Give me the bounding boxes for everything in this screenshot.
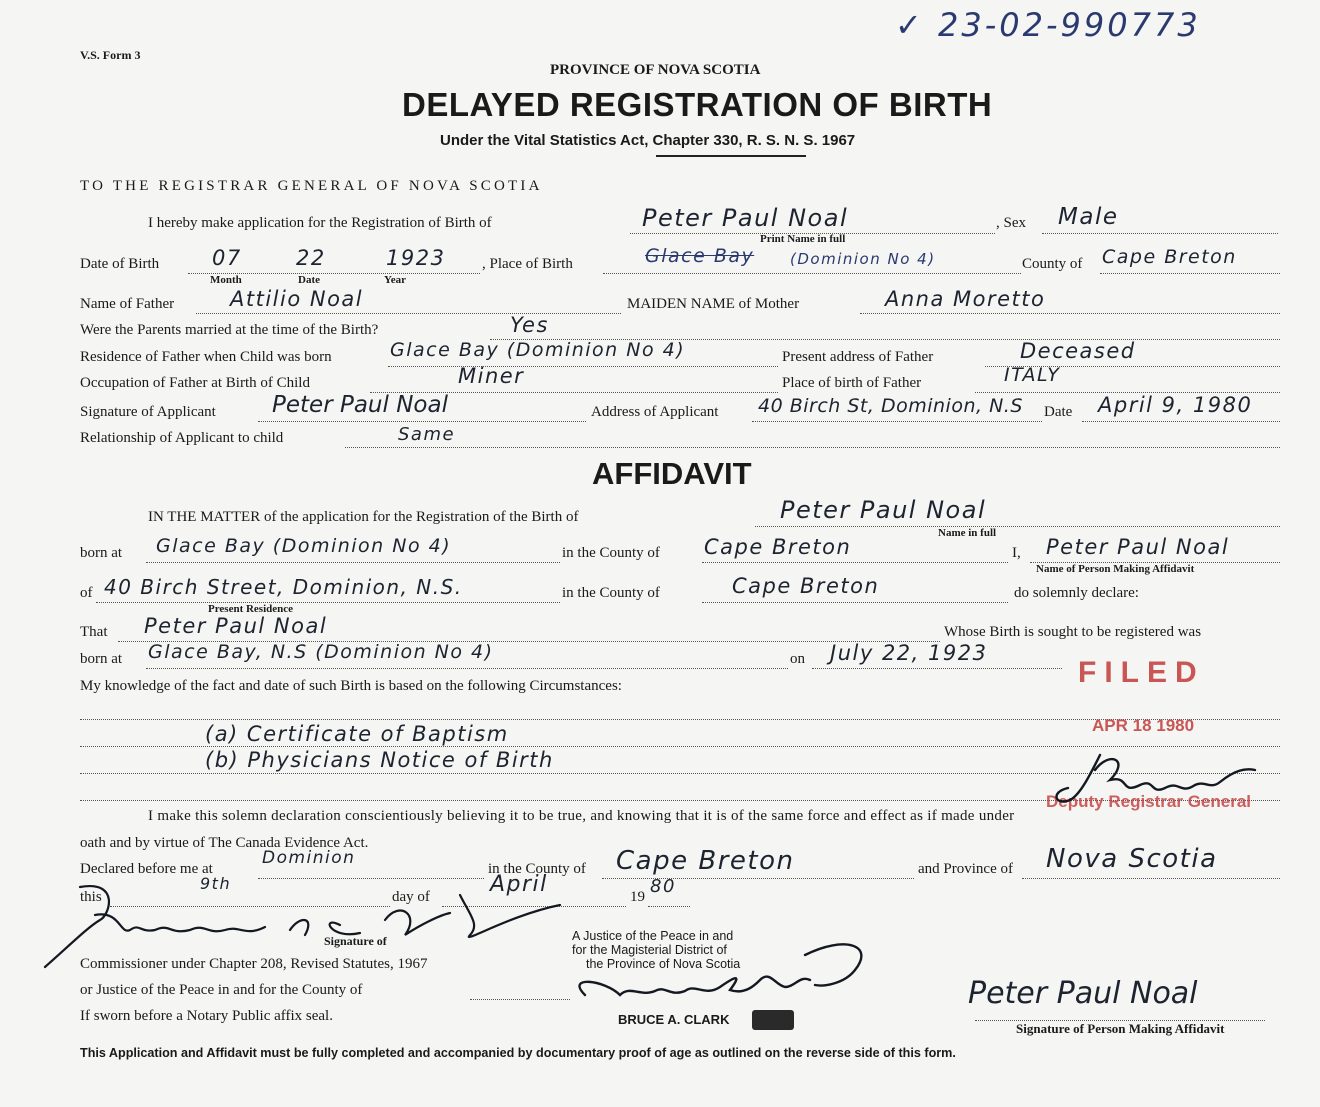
dotted-line	[258, 421, 586, 422]
notary-line: If sworn before a Notary Public affix seal.	[80, 1008, 333, 1024]
label-this: this	[80, 889, 102, 905]
filed-stamp-date: APR 18 1980	[1092, 716, 1195, 735]
justice-line: or Justice of the Peace in and for the County of	[80, 982, 363, 998]
province-heading: PROVINCE OF NOVA SCOTIA	[550, 62, 761, 78]
solemn-declaration-line-2: oath and by virtue of The Canada Evidence Act.	[80, 835, 369, 851]
footer-note: This Application and Affidavit must be fully completed and accompanied by documentary proof of age as outlined on the reverse side of this form.	[80, 1046, 956, 1060]
label-father-birthplace: Place of birth of Father	[782, 375, 922, 391]
label-born-at: born at	[80, 545, 123, 561]
form-number: V.S. Form 3	[80, 48, 141, 62]
dotted-line	[812, 668, 1062, 669]
label-father-name: Name of Father	[80, 296, 175, 312]
applicant-signature: Peter Paul Noal	[272, 392, 448, 418]
label-whose-birth: Whose Birth is sought to be registered was	[944, 624, 1202, 640]
file-number-note: ✓ 23-02-990773	[895, 6, 1201, 44]
field-affiant-residence: 40 Birch Street, Dominion, N.S.	[104, 575, 463, 599]
field-parents-married: Yes	[510, 313, 549, 337]
dotted-line	[860, 313, 1280, 314]
jp-stamp-smudge	[752, 1010, 794, 1030]
jp-stamp-line-2: for the Magisterial District of	[572, 943, 727, 957]
field-birth-month: 07	[212, 246, 242, 270]
label-application-date: Date	[1044, 404, 1073, 420]
label-parents-married: Were the Parents married at the time of the Birth?	[80, 322, 379, 338]
registrar-signature	[1040, 740, 1280, 820]
dotted-line	[603, 273, 1021, 274]
field-place-of-birth: (Dominion No 4)	[790, 250, 936, 268]
field-mother-maiden: Anna Moretto	[885, 287, 1046, 311]
field-father-occupation: Miner	[458, 364, 525, 388]
filed-stamp-title: Deputy Registrar General	[1046, 792, 1252, 811]
commissioner-line: Commissioner under Chapter 208, Revised Statutes, 1967	[80, 956, 428, 972]
dotted-line	[146, 668, 788, 669]
label-date-of-birth: Date of Birth	[80, 256, 160, 272]
label-father-occupation: Occupation of Father at Birth of Child	[80, 375, 310, 391]
solemn-declaration-line-1: I make this solemn declaration conscientiously believing it to be true, and knowing that it is of the same force and effect as if made under	[148, 808, 1015, 824]
label-on: on	[790, 651, 805, 667]
field-province: Nova Scotia	[1046, 844, 1218, 874]
field-born-at-2: Glace Bay, N.S (Dominion No 4)	[148, 641, 494, 663]
field-applicant-address: 40 Birch St, Dominion, N.S	[758, 395, 1023, 417]
label-relationship: Relationship of Applicant to child	[80, 430, 284, 446]
caption-affiant-signature: Signature of Person Making Affidavit	[1016, 1021, 1225, 1036]
label-of: of	[80, 585, 93, 601]
dotted-line	[388, 366, 778, 367]
label-applicant-address: Address of Applicant	[591, 404, 719, 420]
field-that-name: Peter Paul Noal	[144, 614, 328, 638]
dotted-line	[1082, 421, 1280, 422]
label-province: and Province of	[918, 861, 1013, 877]
caption-name-in-full: Name in full	[938, 527, 997, 539]
dotted-line	[345, 447, 1280, 448]
dotted-line	[702, 562, 1008, 563]
label-born-at-2: born at	[80, 651, 123, 667]
field-county-3: Cape Breton	[616, 846, 795, 876]
label-knowledge: My knowledge of the fact and date of such Birth is based on the following Circumstances:	[80, 678, 622, 694]
circumstance-a: (a) Certificate of Baptism	[205, 722, 509, 746]
field-year-suffix: 80	[650, 876, 676, 897]
field-birth-year: 1923	[386, 246, 446, 270]
page-title: DELAYED REGISTRATION OF BIRTH	[402, 86, 993, 123]
field-matter-name: Peter Paul Noal	[780, 496, 987, 524]
field-sex: Male	[1058, 204, 1119, 230]
affidavit-heading: AFFIDAVIT	[592, 456, 752, 491]
field-declared-at: Dominion	[262, 848, 356, 868]
jp-stamp-line-3: the Province of Nova Scotia	[586, 957, 741, 971]
caption-present-residence: Present Residence	[208, 603, 294, 615]
label-application-intro: I hereby make application for the Registration of Birth of	[148, 215, 492, 231]
affiant-signature: Peter Paul Noal	[968, 976, 1198, 1011]
field-application-date: April 9, 1980	[1098, 393, 1253, 417]
label-county-3: in the County of	[488, 861, 586, 877]
label-father-present-address: Present address of Father	[782, 349, 934, 365]
field-county-1: Cape Breton	[704, 535, 852, 559]
caption-month: Month	[210, 274, 242, 286]
dotted-line	[196, 313, 621, 314]
caption-date: Date	[298, 274, 320, 286]
label-i: I,	[1012, 545, 1021, 561]
label-county: County of	[1022, 256, 1083, 272]
field-month: April	[490, 872, 548, 897]
dotted-line	[752, 421, 1042, 422]
dotted-line	[702, 602, 1008, 603]
registrar-line: TO THE REGISTRAR GENERAL OF NOVA SCOTIA	[80, 178, 543, 194]
field-affiant-name: Peter Paul Noal	[1046, 535, 1230, 559]
circumstance-b: (b) Physicians Notice of Birth	[205, 748, 554, 772]
field-county: Cape Breton	[1102, 246, 1237, 268]
label-that: That	[80, 624, 108, 640]
label-declare: do solemnly declare:	[1014, 585, 1139, 601]
dotted-line	[602, 878, 914, 879]
dotted-line	[755, 526, 1280, 527]
field-father-present-address: Deceased	[1020, 339, 1136, 363]
jp-name-stamp: BRUCE A. CLARK	[618, 1012, 730, 1027]
dotted-line	[1042, 233, 1278, 234]
field-father-birthplace: ITALY	[1004, 364, 1061, 386]
label-day-of: day of	[392, 889, 430, 905]
field-child-name: Peter Paul Noal	[642, 204, 849, 232]
caption-year: Year	[384, 274, 406, 286]
label-father-residence: Residence of Father when Child was born	[80, 349, 332, 365]
dotted-line	[1100, 273, 1280, 274]
dotted-line	[648, 906, 690, 907]
label-declared-before: Declared before me at	[80, 861, 213, 877]
field-father-name: Attilio Noal	[230, 287, 364, 311]
label-matter: IN THE MATTER of the application for the Registration of the Birth of	[148, 509, 579, 525]
field-born-at: Glace Bay (Dominion No 4)	[156, 535, 452, 557]
subtitle-rule	[656, 155, 806, 157]
field-father-residence: Glace Bay (Dominion No 4)	[390, 339, 686, 361]
label-in-county-2: in the County of	[562, 585, 660, 601]
caption-affiant-name: Name of Person Making Affidavit	[1036, 563, 1195, 575]
label-applicant-signature: Signature of Applicant	[80, 404, 216, 420]
jp-stamp-line-1: A Justice of the Peace in and	[572, 929, 734, 943]
dotted-line	[96, 602, 560, 603]
field-county-2: Cape Breton	[732, 574, 880, 598]
field-day: 9th	[200, 874, 232, 893]
dotted-line	[146, 562, 560, 563]
jp-signature	[545, 925, 890, 1020]
field-birth-on-date: July 22, 1923	[830, 641, 988, 665]
caption-signature-of: Signature of	[324, 934, 387, 948]
label-in-county: in the County of	[562, 545, 660, 561]
dotted-line	[1022, 878, 1280, 879]
label-mother-maiden: MAIDEN NAME of Mother	[627, 296, 800, 312]
field-place-struck: Glace Bay	[645, 245, 755, 267]
filed-stamp: FILED	[1078, 656, 1205, 689]
label-year-prefix: 19	[630, 889, 645, 905]
field-relationship: Same	[398, 424, 456, 445]
field-birth-date: 22	[296, 246, 326, 270]
label-place-of-birth: , Place of Birth	[482, 256, 573, 272]
caption-print-name: Print Name in full	[760, 233, 846, 245]
label-sex: , Sex	[996, 215, 1026, 231]
page-subtitle: Under the Vital Statistics Act, Chapter 330, R. S. N. S. 1967	[440, 132, 856, 149]
